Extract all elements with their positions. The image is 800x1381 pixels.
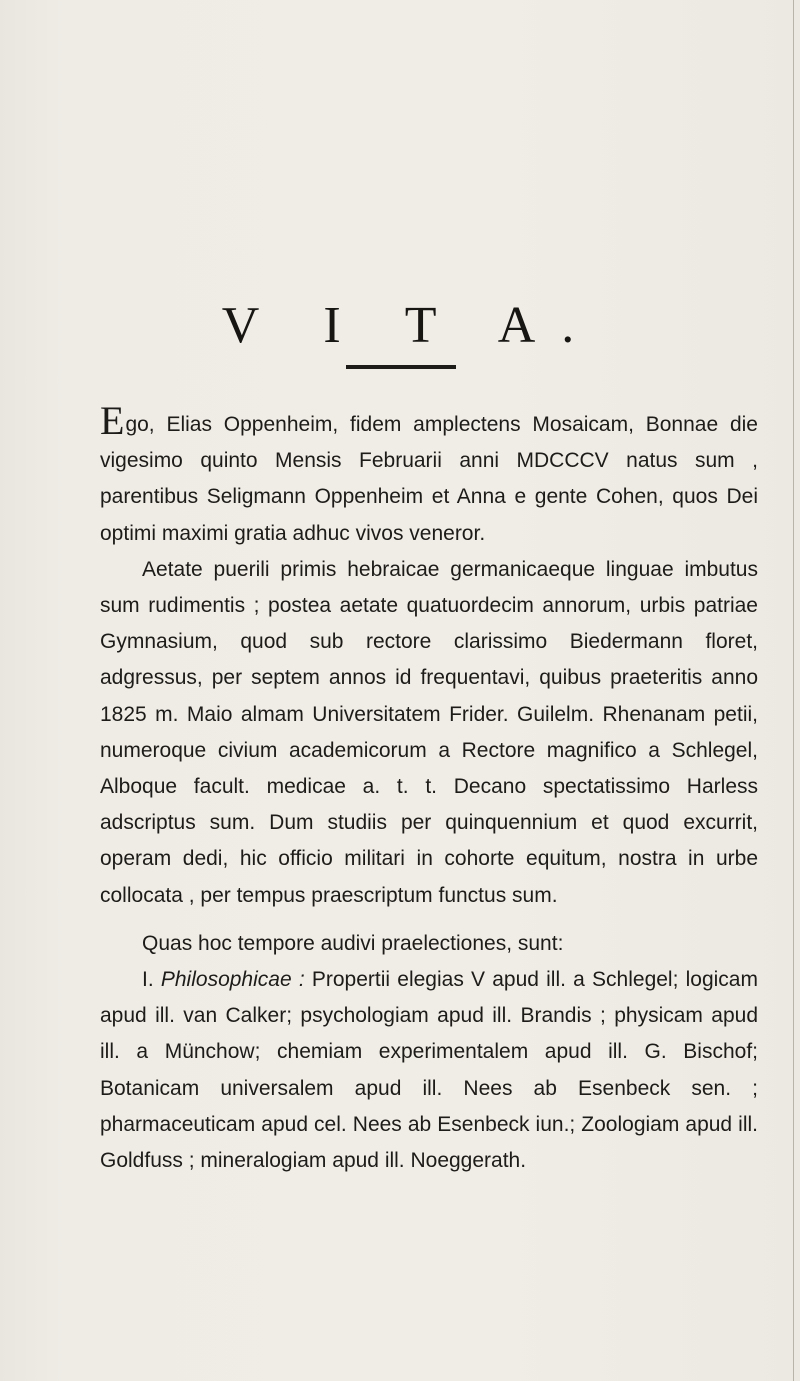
page-title: V I T A.: [221, 297, 601, 354]
paragraph-birth: [100, 398, 758, 552]
paragraph-education: [100, 552, 758, 914]
paragraph-birth-text: go, Elias Oppenheim, fidem amplectens Mosaicam, Bonnae die vigesimo quinto Mensis Februarii anni MDCCCV natus sum , parentibus Seligmann Oppenheim et Anna e gente Cohen, quos Dei optimi maximi gratia adhuc vivos veneror.: [100, 413, 758, 545]
title-rule: [346, 365, 456, 369]
section-number: I.: [142, 968, 154, 992]
paragraph-lectures-intro: [100, 926, 758, 962]
section-heading: Philosophicae :: [160, 968, 305, 992]
page-edge: [793, 0, 794, 1381]
paragraph-philosophy: [100, 962, 758, 1179]
drop-cap: E: [100, 398, 125, 443]
paragraph-lectures-intro-text: Quas hoc tempore audivi praelectiones, sunt:: [142, 931, 564, 955]
paragraph-education-text: Aetate puerili primis hebraicae germanicaeque linguae imbutus sum rudimentis ; postea aetate quatuordecim annorum, urbis patriae Gymnasium, quod sub rectore clarissimo Biedermann floret, adgressus, per septem annos id frequentavi, quibus praeteritis anno 1825 m. Maio almam Universitatem Frider. Guilelm. Rhenanam petii, numeroque civium academicorum a Rectore magnifico a Schlegel, Alboque facult. medicae a. t. t. Decano spectatissimo Harless adscriptus sum. Dum studiis per quinquennium et quod excurrit, operam dedi, hic officio militari in cohorte equitum, nostra in urbe collocata , per tempus praescriptum functus sum.: [100, 557, 758, 907]
body-text: [100, 398, 758, 1179]
paragraph-gap: [100, 914, 758, 926]
paragraph-philosophy-text: Propertii elegias V apud ill. a Schlegel; logicam apud ill. van Calker; psychologiam apud ill. Brandis ; physicam apud ill. a Münchow; chemiam experimentalem apud ill. G. Bischof; Botanicam universalem apud ill. Nees ab Esenbeck sen. ; pharmaceuticam apud cel. Nees ab Esenbeck iun.; Zoologiam apud ill. Goldfuss ; mineralogiam apud ill. Noeggerath.: [100, 968, 758, 1173]
